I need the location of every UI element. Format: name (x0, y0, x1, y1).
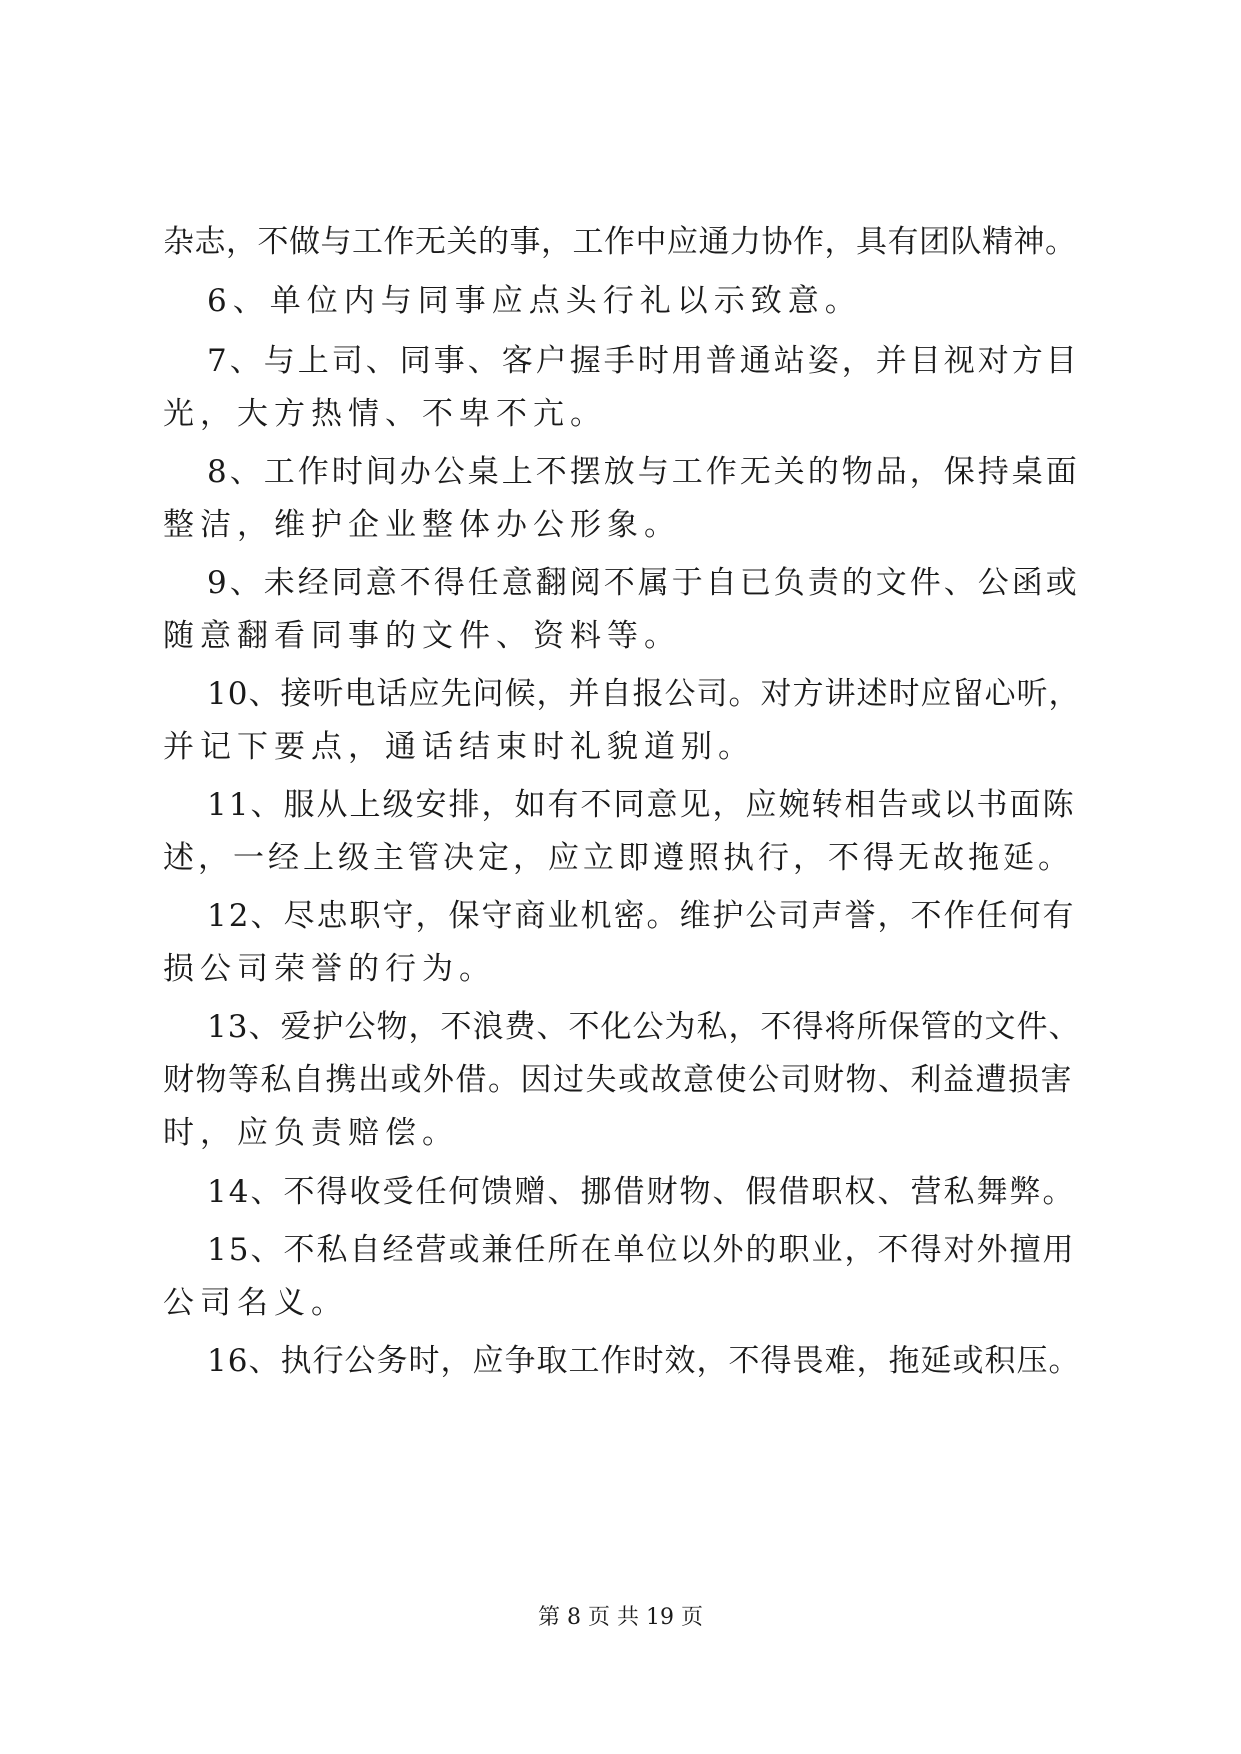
text-line: 7、与上司、同事、客户握手时用普通站姿，并目视对方目 (207, 343, 1080, 379)
text-line: 时，应负责赔偿。 (163, 1115, 459, 1151)
text-line: 6、单位内与同事应点头行礼以示致意。 (207, 283, 862, 319)
text-line: 杂志，不做与工作无关的事，工作中应通力协作，具有团队精神。 (163, 224, 1077, 260)
text-line: 12、尽忠职守，保守商业机密。维护公司声誉，不作任何有 (207, 898, 1076, 934)
text-line: 15、不私自经营或兼任所在单位以外的职业，不得对外擅用 (207, 1232, 1076, 1268)
text-line: 8、工作时间办公桌上不摆放与工作无关的物品，保持桌面 (207, 454, 1080, 490)
text-line: 并记下要点，通话结束时礼貌道别。 (163, 729, 755, 765)
text-line: 11、服从上级安排，如有不同意见，应婉转相告或以书面陈 (207, 787, 1076, 823)
text-line: 随意翻看同事的文件、资料等。 (163, 618, 681, 654)
text-line: 光，大方热情、不卑不亢。 (163, 396, 607, 432)
text-line: 13、爱护公物，不浪费、不化公为私，不得将所保管的文件、 (207, 1009, 1081, 1045)
text-line: 9、未经同意不得任意翻阅不属于自已负责的文件、公函或 (207, 565, 1080, 601)
text-line: 公司名义。 (163, 1285, 348, 1321)
text-line: 财物等私自携出或外借。因过失或故意使公司财物、利益遭损害 (163, 1062, 1073, 1098)
text-line: 整洁，维护企业整体办公形象。 (163, 507, 681, 543)
page-number-footer: 第 8 页 共 19 页 (538, 1605, 703, 1630)
text-line: 损公司荣誉的行为。 (163, 951, 496, 987)
text-line: 16、执行公务时，应争取工作时效，不得畏难，拖延或积压。 (207, 1343, 1081, 1379)
text-line: 10、接听电话应先问候，并自报公司。对方讲述时应留心听， (207, 676, 1081, 712)
text-line: 述，一经上级主管决定，应立即遵照执行，不得无故拖延。 (163, 840, 1073, 876)
text-line: 14、不得收受任何馈赠、挪借财物、假借职权、营私舞弊。 (207, 1174, 1076, 1210)
